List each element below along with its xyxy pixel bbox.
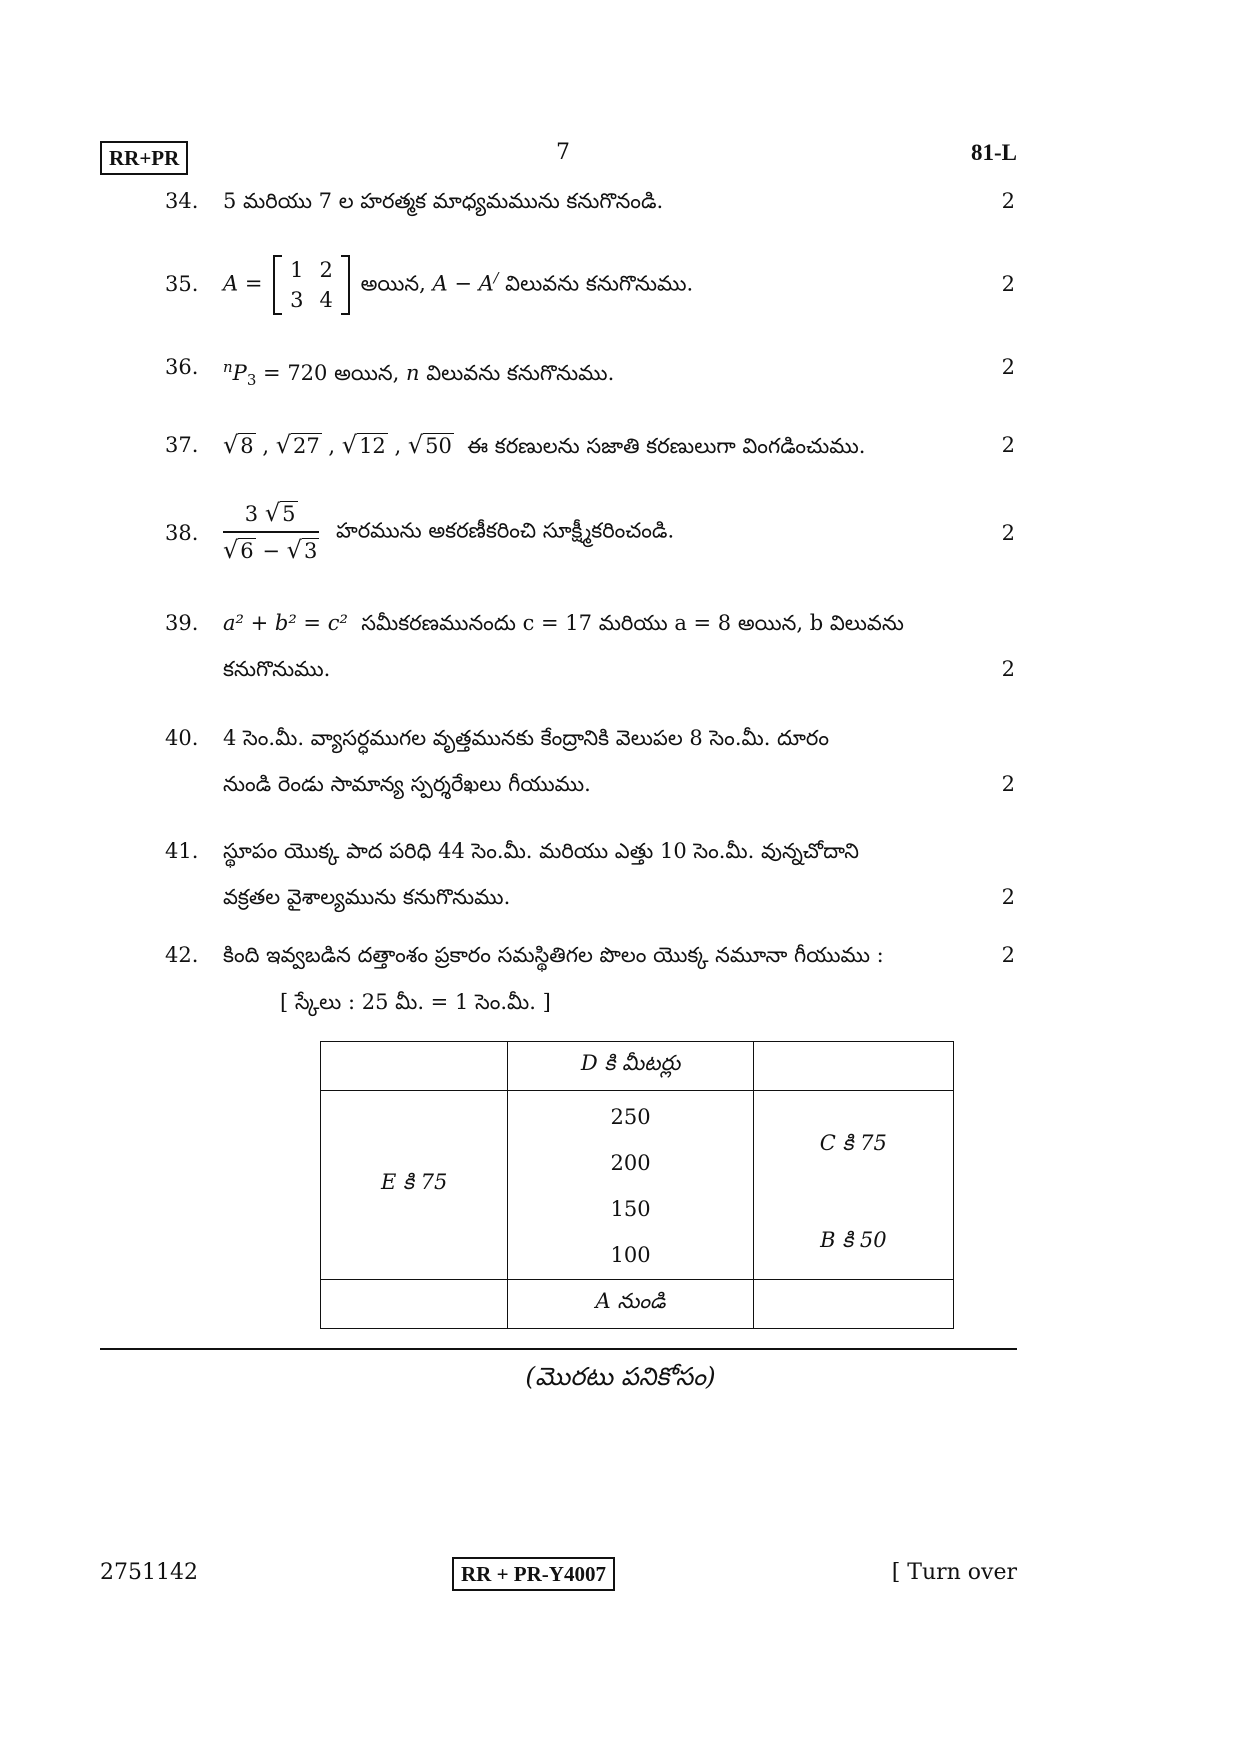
- matrix-cell: 2: [319, 258, 333, 282]
- surd: √8: [223, 431, 254, 459]
- surd: √50: [407, 431, 452, 459]
- matrix-cell: 4: [319, 288, 333, 312]
- question-marks: 2: [1001, 272, 1015, 296]
- table-cell-empty: [321, 1280, 508, 1329]
- chainage-value: 150: [610, 1197, 651, 1221]
- scale-note: [ స్కేలు : 25 మీ. = 1 సెం.మీ. ]: [280, 990, 551, 1014]
- text-segment: హరమును అకరణీకరించి సూక్ష్మీకరించండి.: [336, 518, 675, 543]
- question-41: [165, 836, 1015, 916]
- question-number: 37.: [165, 433, 199, 457]
- question-text: [223, 828, 1003, 920]
- text-segment: వక్రతల వైశాల్యమును కనుగొనుము.: [223, 885, 511, 909]
- equation: a² + b² = c²: [223, 611, 348, 635]
- matrix-cell: 1: [290, 258, 304, 282]
- perm-n: n: [223, 358, 233, 376]
- fraction: [223, 498, 319, 566]
- question-marks: 2: [1001, 943, 1015, 967]
- page-number: 7: [556, 140, 570, 165]
- question-marks: 2: [1001, 772, 1015, 796]
- question-text: [223, 715, 1003, 807]
- question-39: [165, 608, 1015, 688]
- question-text: √8 , √27 , √12 , √50 ఈ కరణులను సజాతి కరణులుగా వింగడించుము.: [223, 431, 866, 459]
- question-number: 36.: [165, 355, 199, 379]
- transpose-mark: /: [493, 270, 499, 287]
- turn-over: [ Turn over: [891, 1560, 1017, 1585]
- chainage-value: 200: [610, 1151, 651, 1175]
- question-marks: 2: [1001, 433, 1015, 457]
- perm-p: P: [232, 361, 247, 385]
- question-text: కింది ఇవ్వబడిన దత్తాంశం ప్రకారం సమస్థితిగల పొలం యొక్క నమూనా గీయుము :: [223, 943, 884, 967]
- serial-number: 2751142: [100, 1560, 198, 1585]
- table-footer: A నుండి: [508, 1280, 753, 1329]
- text-segment: అయిన,: [360, 271, 426, 296]
- question-marks: 2: [1001, 355, 1015, 379]
- text-segment: సమీకరణమునందు c = 17 మరియు a = 8 అయిన, b విలువను: [361, 611, 904, 635]
- divider: [100, 1348, 1017, 1350]
- text-segment: విలువను కనుగొనుము.: [426, 361, 615, 385]
- question-number: 42.: [165, 943, 199, 967]
- question-number: 34.: [165, 189, 199, 213]
- offset-right: [753, 1091, 953, 1280]
- matrix-lhs: A =: [223, 271, 263, 296]
- fraction-numerator: 3 √5: [223, 498, 319, 533]
- question-number: 39.: [165, 611, 199, 635]
- question-text: [223, 352, 1003, 395]
- question-marks: 2: [1001, 657, 1015, 681]
- text-segment: ఈ కరణులను సజాతి కరణులుగా వింగడించుము.: [467, 434, 866, 458]
- matrix-a: [273, 255, 350, 315]
- field-book-table: [320, 1041, 954, 1329]
- offset-left: E కి 75: [321, 1091, 508, 1280]
- question-text: 5 మరియు 7 ల హరత్మక మాధ్యమమును కనుగొనండి.: [223, 189, 664, 213]
- table-header: D కి మీటర్లు: [508, 1042, 753, 1091]
- footer-code: RR + PR-Y4007: [452, 1557, 615, 1591]
- question-text: [223, 600, 1003, 692]
- question-40: [165, 723, 1015, 803]
- question-number: 38.: [165, 521, 199, 545]
- paper-code: 81-L: [971, 140, 1017, 165]
- chainage-value: 250: [610, 1105, 651, 1129]
- text-segment: కనుగొనుము.: [223, 657, 331, 681]
- surd: √27: [275, 431, 320, 459]
- paper-set-label: RR+PR: [100, 141, 188, 175]
- text-segment: స్థూపం యొక్క పాద పరిధి 44 సెం.మీ. మరియు ఎత్తు 10 సెం.మీ. వున్నచోదాని: [223, 839, 860, 863]
- question-text: [223, 255, 1003, 315]
- variable: n: [406, 361, 420, 385]
- chainage-value: 100: [610, 1243, 651, 1267]
- text-segment: = 720 అయిన,: [263, 361, 400, 385]
- question-35: [165, 255, 1015, 319]
- expression: A − A: [432, 271, 494, 296]
- question-text: [223, 498, 1003, 566]
- table-cell-empty: [321, 1042, 508, 1091]
- question-number: 40.: [165, 726, 199, 750]
- offset-c: C కి 75: [819, 1131, 887, 1155]
- text-segment: విలువను కనుగొనుము.: [505, 271, 694, 296]
- table-cell-empty: [753, 1280, 953, 1329]
- matrix-cell: 3: [290, 288, 304, 312]
- question-number: 41.: [165, 839, 199, 863]
- fraction-denominator: √6 − √3: [223, 536, 318, 564]
- question-marks: 2: [1001, 189, 1015, 213]
- chainage-cell: [508, 1091, 753, 1280]
- offset-b: B కి 50: [820, 1228, 887, 1252]
- table-cell-empty: [753, 1042, 953, 1091]
- text-segment: 4 సెం.మీ. వ్యాసర్ధముగల వృత్తమునకు కేంద్రానికి వెలుపల 8 సెం.మీ. దూరం: [223, 726, 830, 750]
- question-marks: 2: [1001, 885, 1015, 909]
- text-segment: నుండి రెండు సామాన్య స్పర్శరేఖలు గీయుము.: [223, 772, 591, 796]
- perm-r: 3: [246, 371, 257, 390]
- question-marks: 2: [1001, 521, 1015, 545]
- surd: √12: [341, 431, 386, 459]
- question-number: 35.: [165, 272, 199, 296]
- question-38: [165, 498, 1015, 570]
- rough-work-label: (మొరటు పనికోసం): [525, 1362, 716, 1391]
